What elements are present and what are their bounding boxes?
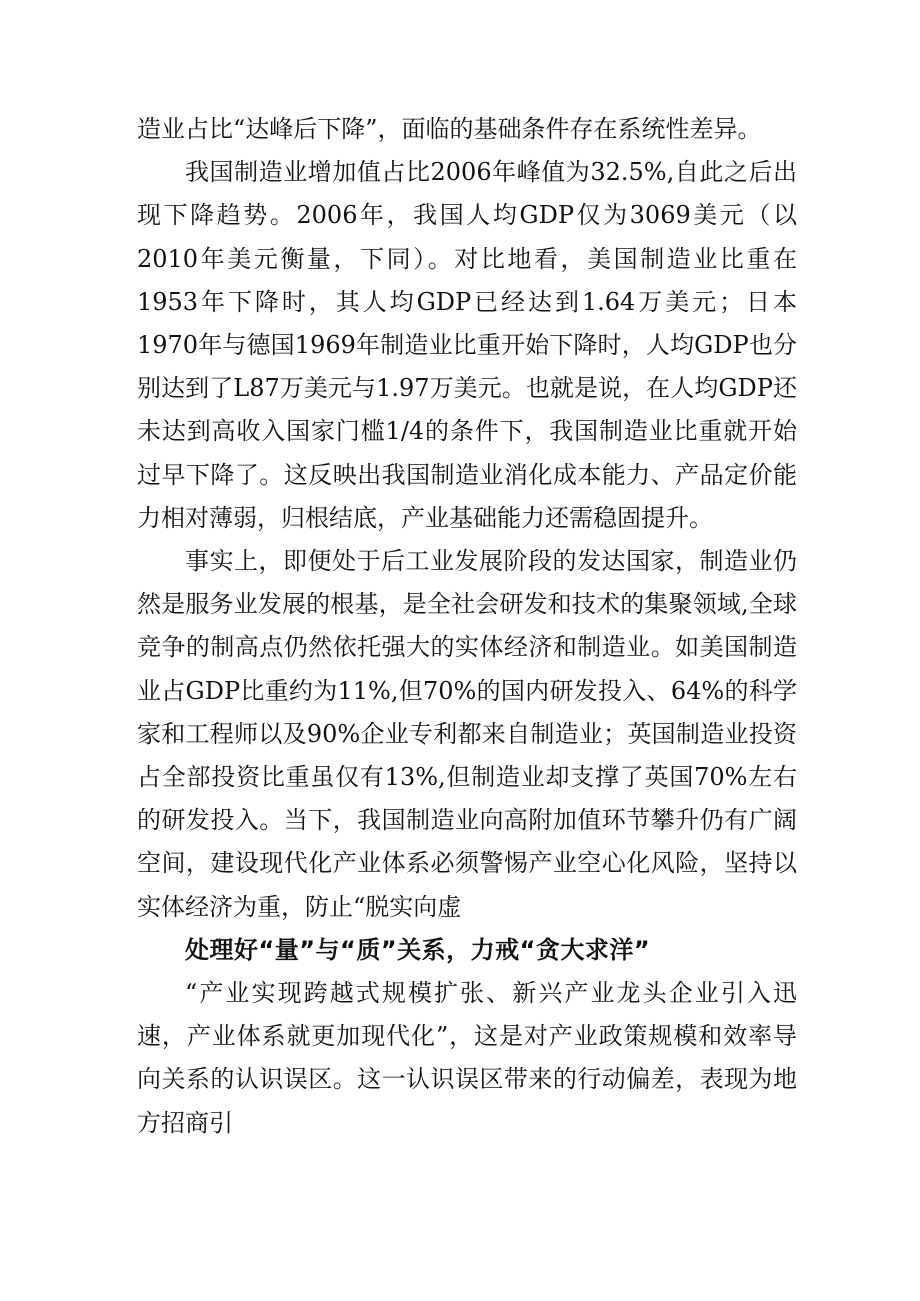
paragraph-scale-quality: “产业实现跨越式规模扩张、新兴产业龙头企业引入迅速，产业体系就更加现代化”，这是对产业政策规模和效率导向关系的认识误区。这一认识误区带来的行动偏差，表现为地方招商引 (137, 979, 797, 1137)
document-body (137, 108, 797, 1145)
paragraph-manufacturing-peak: 我国制造业增加值占比2006年峰值为32.5%,自此之后出现下降趋势。2006年，我国人均GDP仅为3069美元（以2010年美元衡量，下同）。对比地看，美国制造业比重在1953年下降时，其人均GDP已经达到1.64万美元；日本1970年与德国1969年制造业比重开始下降时，人均GDP也分别达到了L87万美元与1.97万美元。也就是说，在人均GDP还未达到高收入国家门槛1/4的条件下，我国制造业比重就开始过早下降了。这反映出我国制造业消化成本能力、产品定价能力相对薄弱，归根结底，产业基础能力还需稳固提升。 (137, 158, 797, 532)
paragraph-developed-countries: 事实上，即便处于后工业发展阶段的发达国家，制造业仍然是服务业发展的根基，是全社会研发和技术的集聚领域,全球竞争的制高点仍然依托强大的实体经济和制造业。如美国制造业占GDP比重约为11%,但70%的国内研发投入、64%的科学家和工程师以及90%企业专利都来自制造业；英国制造业投资占全部投资比重虽仅有13%,但制造业却支撑了英国70%左右的研发投入。当下，我国制造业向高附加值环节攀升仍有广阔空间，建设现代化产业体系必须警惕产业空心化风险，坚持以实体经济为重，防止“脱实向虚 (137, 547, 797, 921)
section-heading: 处理好“量”与“质”关系，力戒“贪大求洋” (185, 935, 651, 964)
paragraph-continuation: 造业占比“达峰后下降”，面临的基础条件存在系统性差异。 (137, 115, 762, 143)
